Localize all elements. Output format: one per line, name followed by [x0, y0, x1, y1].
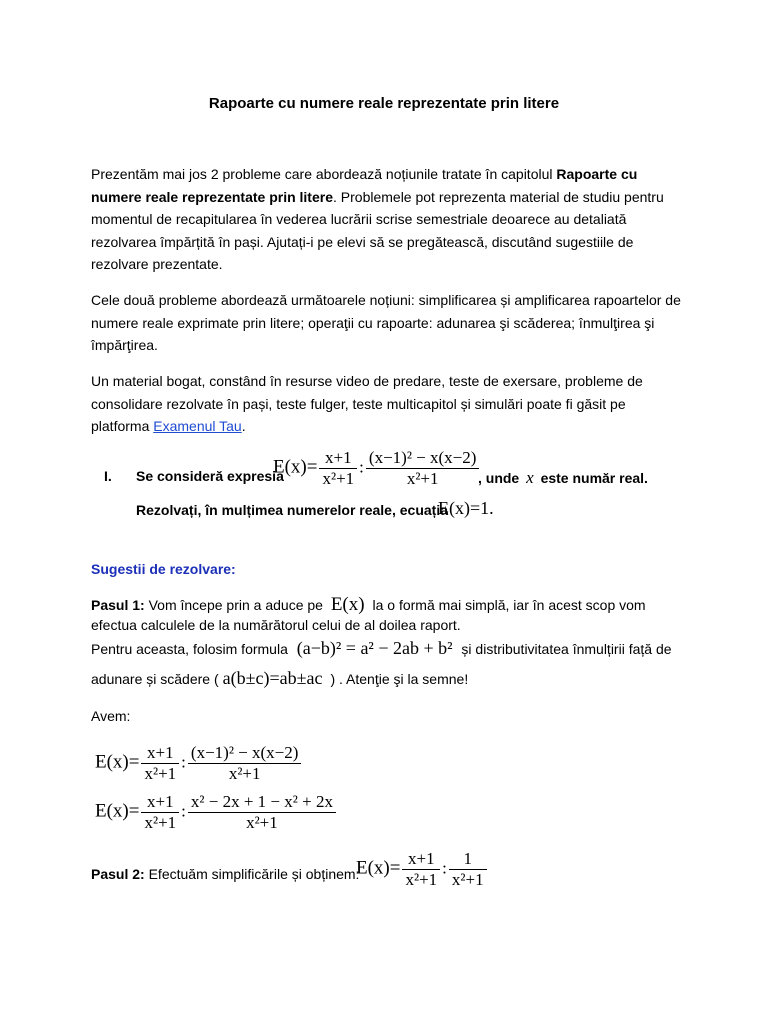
- step1-text-a: Vom începe prin a aduce pe: [148, 597, 323, 613]
- step1-label: Pasul 1:: [91, 597, 145, 613]
- expr-fraction-1-numerator: x+1: [319, 449, 357, 469]
- step1-line-1: [91, 595, 681, 635]
- step1-line-3: [91, 638, 672, 659]
- problem-number: I.: [104, 468, 112, 484]
- step2-num-1: x+1: [402, 850, 440, 870]
- step2-text: Efectuăm simplificările și obținem:: [148, 866, 360, 882]
- problem-equation: E(x)=1.: [438, 498, 494, 518]
- step2-label: Pasul 2:: [91, 866, 145, 882]
- problem-tail: [478, 468, 648, 488]
- distributive-formula: a(b±c)=ab±ac: [222, 668, 323, 688]
- step2-fraction-1: [402, 850, 440, 889]
- derivation-2-num-2: x² − 2x + 1 − x² + 2x: [188, 793, 336, 813]
- resources-text: Un material bogat, constând în resurse video de predare, teste de exersare, probleme de consolidare rezolvate în pași, teste fulger, teste multicapitol și simulări poate fi găsit pe platforma: [91, 373, 643, 434]
- expr-fraction-1-denominator: x²+1: [322, 469, 355, 488]
- problem-tail-a: , unde: [478, 470, 520, 486]
- derivation-1-den-2: x²+1: [228, 764, 261, 783]
- intro-text-cont: . Problemele pot reprezenta material de studiu pentru momentul de recapitularea în vederea lucrării scrise semestriale deoarece au detaliată rezolvarea împărțită în pași. Ajutați-i pe elevi să se pregătească, discutând sugestiile de rezolvare prezentate.: [91, 188, 664, 272]
- step1-text-d: și distributivitatea înmulțirii față de: [461, 641, 672, 657]
- derivation-1-num-2: (x−1)² − x(x−2): [188, 744, 302, 764]
- step1-text-f: ) . Atenţie şi la semne!: [330, 671, 469, 687]
- period: .: [241, 418, 246, 434]
- page-title: Rapoarte cu numere reale reprezentate prin litere: [208, 95, 560, 112]
- derivation-2-num-1: x+1: [141, 793, 179, 813]
- derivation-1-den-1: x²+1: [144, 764, 177, 783]
- problem-lead: Se consideră expresia: [136, 468, 284, 484]
- intro-paragraph-1: [91, 163, 681, 276]
- expr-fraction-2-numerator: (x−1)² − x(x−2): [366, 449, 480, 469]
- problem-line-2: Rezolvați, în mulțimea numerelor reale, ecuația: [136, 502, 448, 518]
- step2-fraction-2: [449, 850, 487, 889]
- derivation-line-1: E(x)= $\frac{x+1}{\text{x²+1}}$ : $\frac{\text{(x−1)² − x(x−2)}}{\text{x²+1}}$: [95, 744, 303, 783]
- expr-lhs: E(x)=: [273, 456, 318, 478]
- derivation-1-fraction-2: [188, 744, 302, 783]
- derivation-2-fraction-2: [188, 793, 336, 832]
- derivation-1-num-1: x+1: [141, 744, 179, 764]
- step2-expression: E(x)= $\frac{x+1}{\text{x²+1}}$ : $\frac{1}{\text{x²+1}}$: [356, 850, 489, 889]
- step2-line: [91, 866, 359, 882]
- examenul-tau-link[interactable]: Examenul Tau: [153, 418, 242, 434]
- variable-x: x: [526, 468, 534, 487]
- expr-fraction-2-denominator: x²+1: [406, 469, 439, 488]
- intro-paragraph-2: Cele două probleme abordează următoarele noțiuni: simplificarea și amplificarea rapoartelor de numere reale exprimate prin litere; operaţii cu rapoarte: adunarea şi scăderea; înmulţirea şi împărţirea.: [91, 292, 681, 353]
- expr-fraction-1: [319, 449, 357, 488]
- step1-text-e: adunare și scădere (: [91, 671, 219, 687]
- derivation-1-fraction-1: [141, 744, 179, 783]
- derivation-2-den-2: x²+1: [246, 813, 278, 832]
- step2-den-2: x²+1: [451, 870, 484, 889]
- derivation-2-den-1: x²+1: [144, 813, 177, 832]
- step2-lhs: E(x)=: [356, 857, 401, 879]
- step1-text-b: la o formă mai simplă, iar în acest scop vom efectua calculele de la numărătorul celui de al doilea raport.: [91, 597, 646, 633]
- step1-expression: E(x): [330, 594, 365, 615]
- derivation-2-lhs: E(x)=: [95, 800, 140, 822]
- step2-num-2: 1: [449, 850, 487, 870]
- step2-den-1: x²+1: [405, 870, 438, 889]
- derivation-1-lhs: E(x)=: [95, 751, 140, 773]
- derivation-line-2: E(x)= $\frac{x+1}{\text{x²+1}}$ : $\frac{\text{x² − 2x + 1 − x² + 2x}}{\text{x²+1}}$: [95, 793, 338, 832]
- intro-paragraph-3: [91, 370, 681, 438]
- derivation-2-fraction-1: [141, 793, 179, 832]
- avem-label: Avem:: [91, 708, 131, 724]
- step1-text-c: Pentru aceasta, folosim formula: [91, 641, 288, 657]
- suggestions-heading: Sugestii de rezolvare:: [91, 561, 236, 577]
- intro-text: Prezentăm mai jos 2 probleme care abordează noțiunile tratate în capitolul: [91, 166, 557, 182]
- problem-tail-b: este număr real.: [540, 470, 648, 486]
- chapter-name: Rapoarte cu numere reale reprezentate prin litere: [91, 166, 638, 205]
- step1-line-4: [91, 668, 468, 689]
- square-formula: (a−b)² = a² − 2ab + b²: [296, 638, 453, 658]
- expr-fraction-2: [366, 449, 480, 488]
- problem-expression: E(x)= $\frac{x+1}{\text{x²+1}}$ : $\frac{\text{(x−1)² − x(x−2)}}{\text{x²+1}}$: [273, 449, 481, 488]
